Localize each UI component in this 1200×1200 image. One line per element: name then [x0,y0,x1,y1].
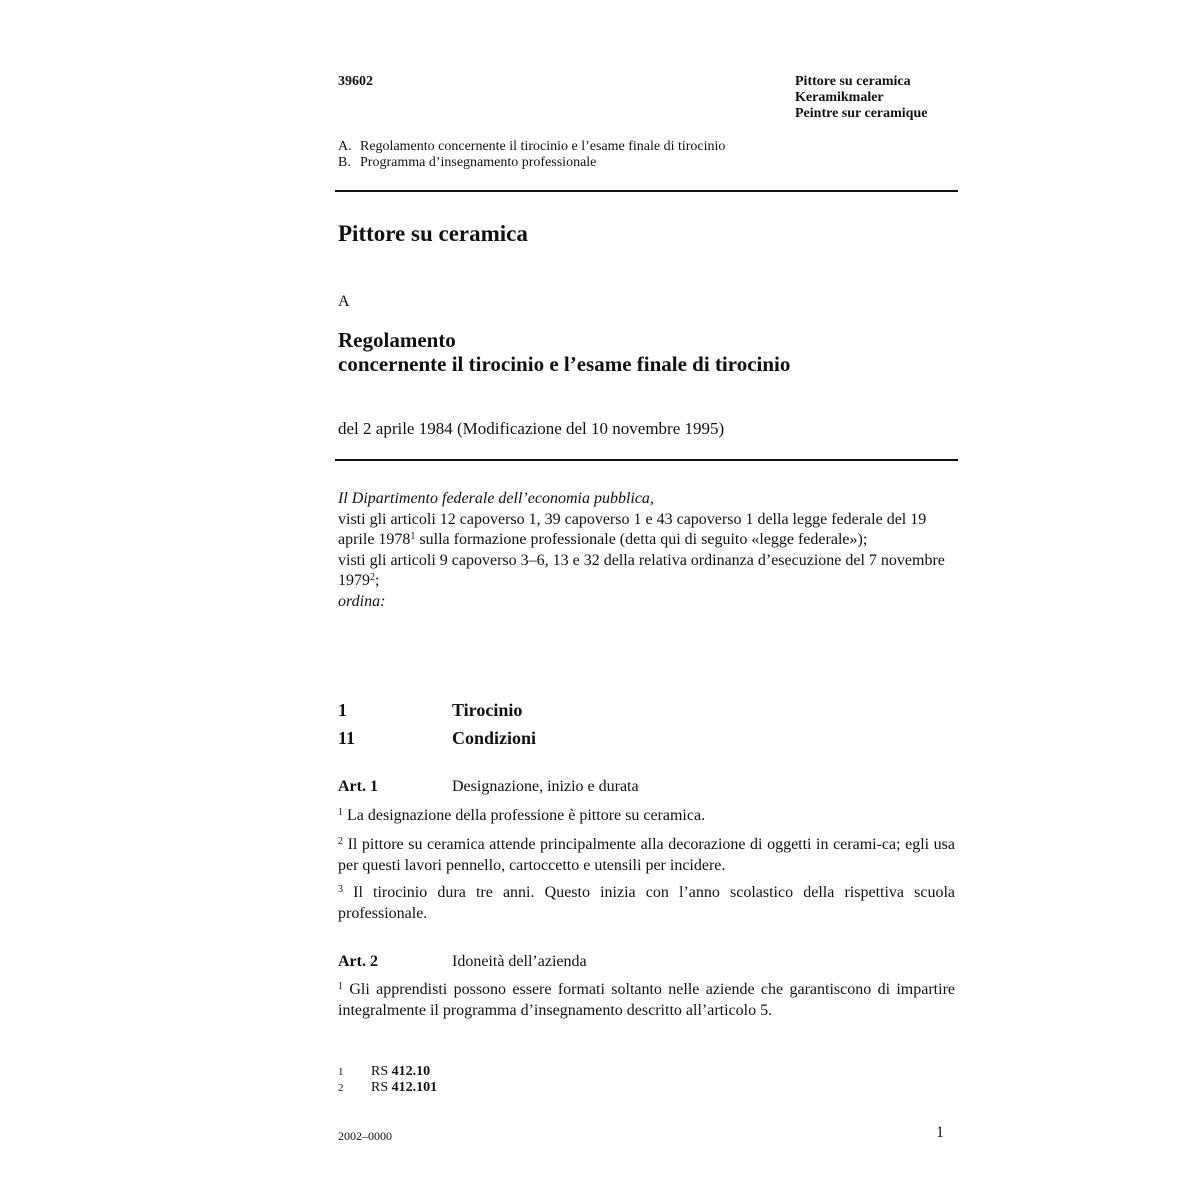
divider-middle [335,459,958,461]
subchapter-number: 11 [338,728,356,748]
regulation-title [338,328,790,376]
paragraph-text: Il tirocinio dura tre anni. Questo inizia con l’anno scolastico della rispettiva scuola professionale. [338,884,956,922]
footnote-prefix: RS [371,1064,389,1079]
date-line: del 2 aprile 1984 (Modificazione del 10 novembre 1995) [338,419,725,438]
regulation-title-line1: Regolamento [338,328,456,352]
recital-1-text-b: sulla formazione professionale (detta qui di seguito «legge federale»); [415,531,868,548]
footnote-2 [338,1080,437,1096]
paragraph-text: Gli apprendisti possono essere formati soltanto nelle aziende che garantiscono di impartire integralmente il programma d’insegnamento descritto all’articolo 5. [338,981,956,1019]
title-french: Peintre sur ceramique [795,106,928,121]
divider-top [335,190,958,192]
footnote-ref-1: 1 [410,531,416,542]
article-1-paragraph-2 [338,835,955,876]
recital-1-text-a: visti gli articoli 12 capoverso 1, 39 capoverso 1 e 43 capoverso 1 della legge federale del 19 aprile 1978 [338,510,927,548]
footnote-ref: 412.10 [391,1064,431,1079]
recital-2-text-b: ; [375,572,380,589]
contents-item-a [338,139,725,155]
regulation-title-line2: concernente il tirocinio e l’esame finale di tirocinio [338,352,791,376]
footnote-number: 1 [338,1066,344,1078]
title-italian: Pittore su ceramica [795,74,911,89]
paragraph-number: 1 [338,807,343,818]
main-title: Pittore su ceramica [338,221,528,246]
profession-titles [795,74,927,122]
preamble-authority: Il Dipartimento federale dell’economia pubblica, [338,490,654,507]
footnote-prefix: RS [371,1080,389,1095]
paragraph-text: Il pittore su ceramica attende principalmente alla decorazione di oggetti in cerami-ca; egli usa per questi lavori pennello, cartoccetto e utensili per incidere. [338,836,956,874]
article-1-paragraph-1 [338,806,955,827]
paragraph-number: 2 [338,836,343,847]
article-number: Art. 2 [338,953,378,970]
paragraph-text: La designazione della professione è pittore su ceramica. [347,807,706,824]
footer-code: 2002–0000 [338,1129,392,1143]
preamble-recital-1 [338,510,958,551]
contents-item-b [338,155,725,171]
contents-text: Regolamento concernente il tirocinio e l’esame finale di tirocinio [360,139,726,154]
article-2-paragraph-1 [338,980,955,1021]
contents-list [338,139,725,171]
preamble-decree: ordina: [338,592,386,610]
article-title: Idoneità dell’azienda [452,953,587,970]
chapter-title: Tirocinio [452,700,523,720]
article-title: Designazione, inizio e durata [452,778,639,795]
footnote-ref-2: 2 [370,572,375,583]
preamble-recital-2 [338,551,958,592]
chapter-number: 1 [338,700,347,720]
footnote-ref: 412.101 [391,1080,438,1095]
article-number: Art. 1 [338,778,378,795]
section-letter: A [338,293,350,310]
paragraph-number: 3 [338,884,343,895]
preamble [338,489,958,612]
footnotes [338,1064,437,1096]
subchapter-title: Condizioni [452,728,537,748]
page-number: 1 [936,1124,944,1141]
contents-text: Programma d’insegnamento professionale [360,155,597,170]
article-1-paragraph-3 [338,883,955,924]
contents-key: B. [338,155,351,170]
title-german: Keramikmaler [795,90,884,105]
recital-2-text-a: visti gli articoli 9 capoverso 3–6, 13 e 32 della relativa ordinanza d’esecuzione del 7 novembre 1979 [338,551,945,589]
footnote-1 [338,1064,437,1080]
document-number: 39602 [338,74,373,89]
paragraph-number: 1 [338,981,343,992]
footnote-number: 2 [338,1082,344,1094]
contents-key: A. [338,139,352,154]
